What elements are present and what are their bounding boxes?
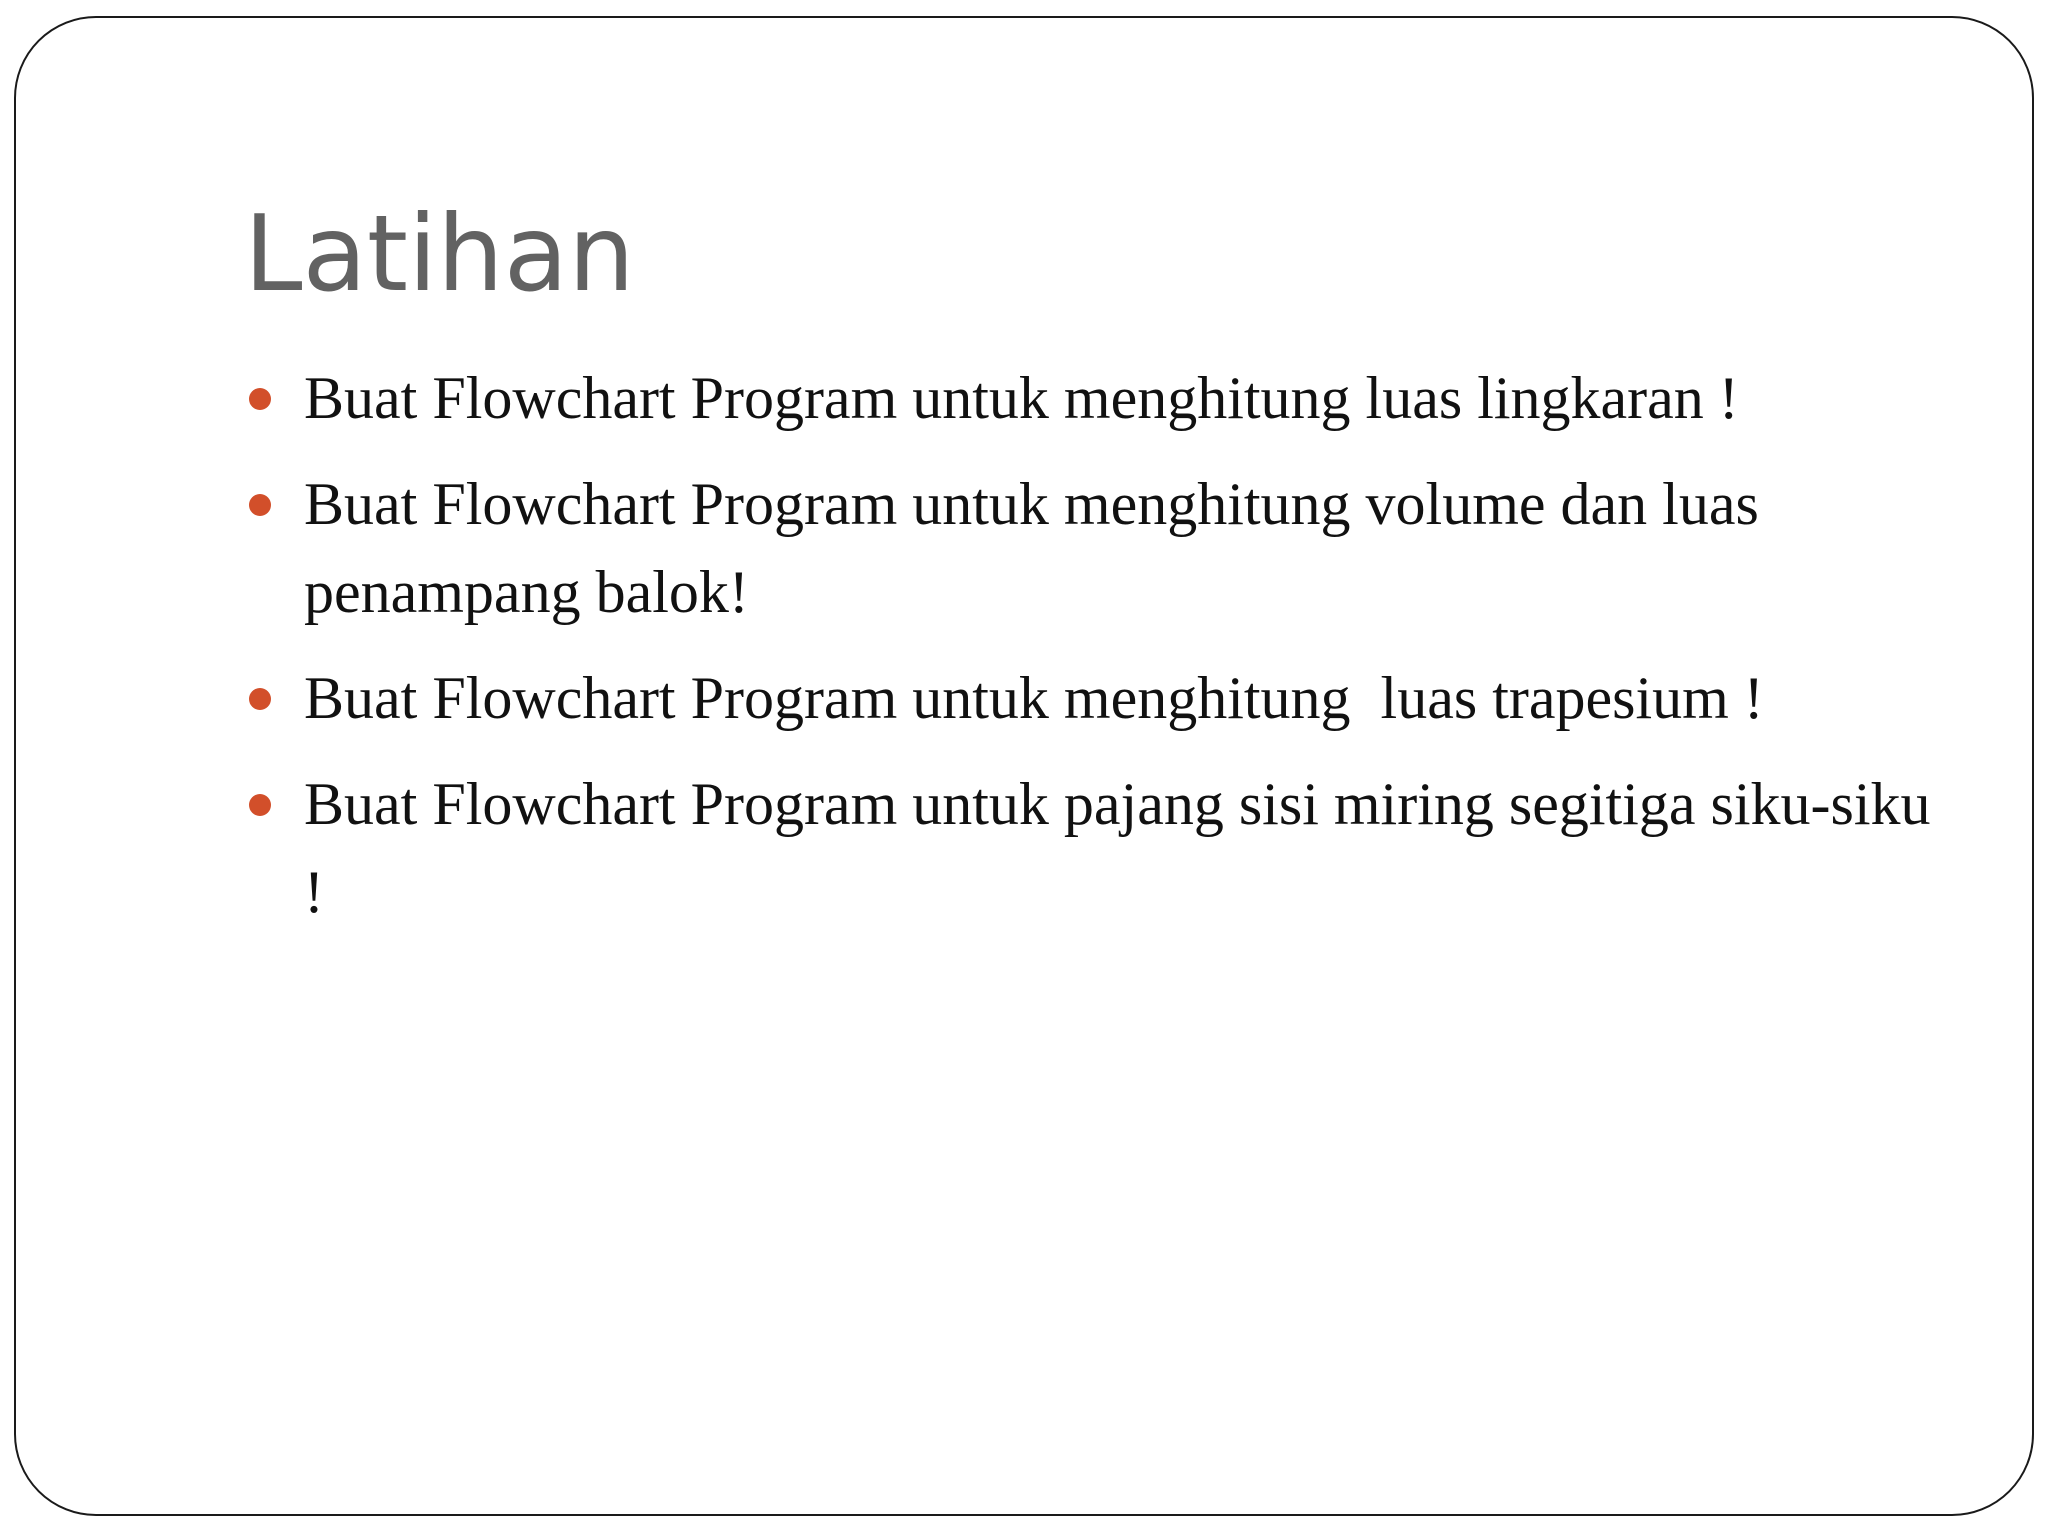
bullet-dot-icon: [249, 388, 271, 410]
bullet-item: [244, 460, 1964, 636]
bullet-dot-icon: [249, 494, 271, 516]
bullet-text: Buat Flowchart Program untuk pajang sisi miring segitiga siku-siku !: [304, 771, 1931, 925]
bullet-item: [244, 654, 1964, 742]
bullet-dot-icon: [249, 794, 271, 816]
bullet-dot-icon: [249, 688, 271, 710]
bullet-text: Buat Flowchart Program untuk menghitung luas lingkaran !: [304, 365, 1739, 431]
bullet-item: [244, 354, 1964, 442]
bullet-list: [244, 354, 1964, 954]
bullet-item: [244, 760, 1964, 936]
slide-title: Latihan: [244, 193, 635, 315]
bullet-text: Buat Flowchart Program untuk menghitung luas trapesium !: [304, 665, 1764, 731]
bullet-text: Buat Flowchart Program untuk menghitung volume dan luas penampang balok!: [304, 471, 1759, 625]
slide-frame: [14, 16, 2034, 1516]
